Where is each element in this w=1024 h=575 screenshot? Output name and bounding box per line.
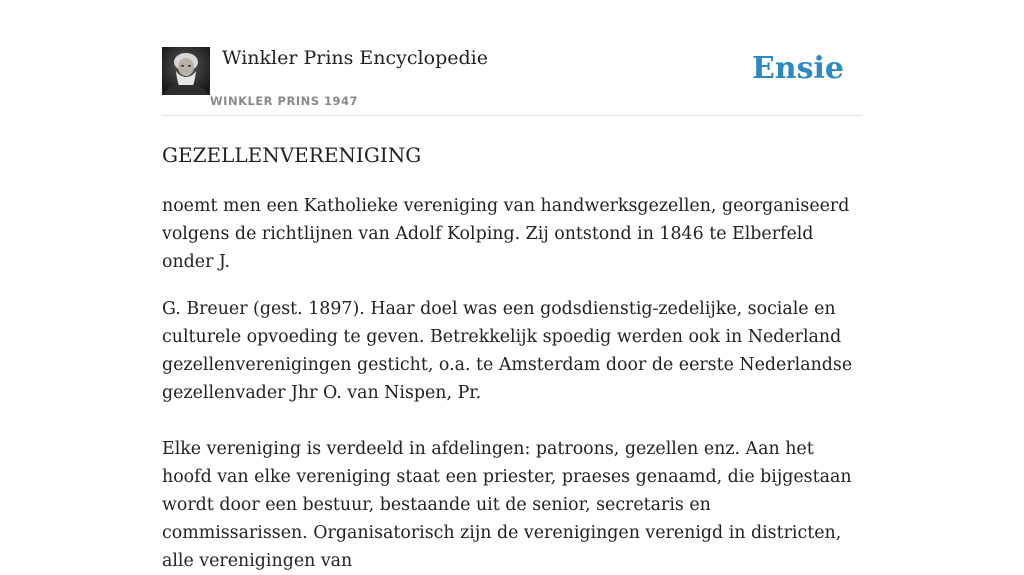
source-edition: WINKLER PRINS 1947 — [210, 94, 359, 108]
bearded-man-portrait-icon — [162, 47, 210, 95]
article-paragraph: Elke vereniging is verdeeld in afdelingen: patroons, gezellen enz. Aan het hoofd van elke vereniging staat een priester, praeses genaamd, die bijgestaan wordt door een bestuur, bestaande uit de senior, secretaris en commissarissen. Organisatorisch zijn de verenigingen verenigd in districten, alle verenigingen van — [162, 439, 852, 571]
avatar[interactable] — [162, 47, 210, 95]
article-paragraph: noemt men een Katholieke vereniging van handwerksgezellen, georganiseerd volgens de richtlijnen van Adolf Kolping. Zij ontstond in 1846 te Elberfeld onder J. — [162, 196, 850, 272]
article-content — [162, 140, 862, 575]
entry-title: GEZELLENVERENIGING — [162, 143, 422, 167]
source-header — [162, 0, 862, 116]
brand-logo[interactable]: Ensie — [751, 51, 844, 86]
source-name[interactable]: Winkler Prins Encyclopedie — [222, 47, 488, 69]
article-paragraph: G. Breuer (gest. 1897). Haar doel was een godsdienstig-zedelijke, sociale en culturele opvoeding te geven. Betrekkelijk spoedig werden ook in Nederland gezellenverenigingen gesticht, o.a. te Amsterdam door de eerste Nederlandse gezellenvader Jhr O. van Nispen, Pr. — [162, 299, 853, 403]
